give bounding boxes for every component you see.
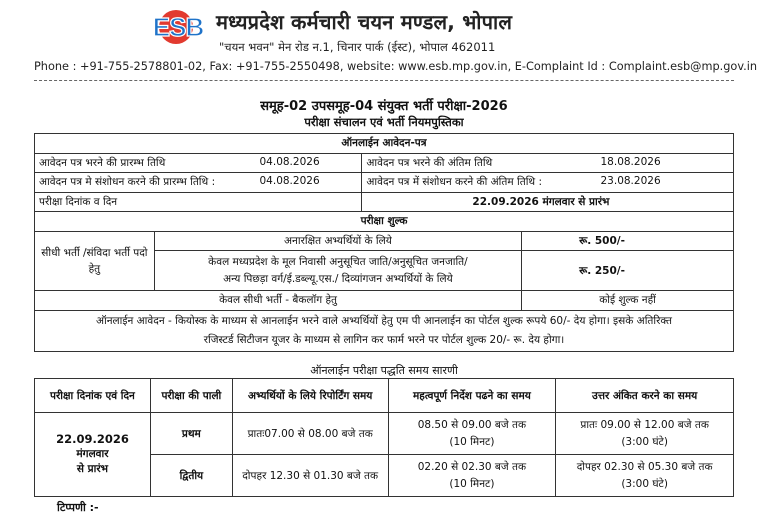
- exam-date-label: परीक्षा दिनांक व दिन: [35, 192, 362, 212]
- edit-start-label: आवेदन पत्र मे संशोधन करने की प्रारम्भ तिथि :: [39, 176, 216, 189]
- fee-category: सीधी भर्ती /संविदा भर्ती पदो हेतु: [35, 231, 155, 291]
- exam-schedule-table: [34, 378, 734, 497]
- fee-heading: परीक्षा शुल्क: [35, 212, 734, 232]
- exam-date-value: 22.09.2026 मंगलवार से प्रारंभ: [362, 192, 734, 212]
- edit-start-date-row: [35, 173, 362, 193]
- schedule-header-shift: परीक्षा की पाली: [150, 379, 232, 413]
- reporting-second: दोपहर 12.30 से 01.30 बजे तक: [232, 455, 388, 497]
- fee-reserved-amount: रू. 250/-: [522, 251, 734, 291]
- schedule-header-date: परीक्षा दिनांक एवं दिन: [35, 379, 151, 413]
- remark-label: टिप्पणी :-: [57, 501, 99, 514]
- edit-end-label: आवेदन पत्र में संशोधन करने की अंतिम तिथि :: [366, 176, 543, 189]
- instructions-second: [388, 455, 556, 497]
- answer-first: [556, 413, 734, 455]
- schedule-header-answer: उत्तर अंकित करने का समय: [556, 379, 734, 413]
- document-title: समूह-02 उपसमूह-04 संयुक्त भर्ती परीक्षा-2026: [260, 99, 508, 114]
- instructions-second-duration: (10 मिनट): [449, 477, 495, 490]
- fee-reserved-line-1: केवल मध्यप्रदेश के मूल निवासी अनुसूचित जाति/अनुसूचित जनजाति/: [208, 255, 468, 268]
- answer-second-time: दोपहर 02.30 से 05.30 बजे तक: [576, 460, 713, 473]
- edit-end-date-row: [362, 173, 734, 193]
- contact-line: Phone : +91-755-2578801-02, Fax: +91-755-2550498, website: www.esb.mp.gov.in, E-Complaint Id : Complaint.esb@mp.gov.in: [34, 60, 758, 73]
- application-fee-table: [34, 133, 734, 352]
- form-start-date-row: [35, 153, 362, 173]
- schedule-day-suffix: से प्रारंभ: [76, 463, 109, 475]
- edit-start-value: 04.08.2026: [259, 175, 320, 188]
- fee-note: [35, 310, 734, 351]
- fee-reserved-line-2: अन्य पिछड़ा वर्ग/ई.डब्ल्यू.एस./ दिव्यांगजन अभ्यर्थियों के लिये: [223, 272, 453, 285]
- instructions-first: [388, 413, 556, 455]
- instructions-first-duration: (10 मिनट): [449, 435, 495, 448]
- fee-unreserved-label: अनारक्षित अभ्यर्थियों के लिये: [154, 231, 521, 251]
- schedule-date-cell: [35, 413, 151, 497]
- document-subtitle: परीक्षा संचालन एवं भर्ती नियमपुस्तिका: [304, 115, 464, 129]
- schedule-date: 22.09.2026: [56, 432, 129, 446]
- form-end-label: आवेदन पत्र भरने की अंतिम तिथि: [366, 156, 493, 169]
- online-form-heading: ऑनलाईन आवेदन-पत्र: [35, 134, 734, 154]
- fee-reserved-label: [154, 251, 521, 291]
- fee-note-line-2: रजिस्टर्ड सिटीजन यूजर के माध्यम से लागिन कर फार्म भरने पर पोर्टल शुल्क 20/- रू. देय होगा।: [203, 333, 565, 346]
- instructions-second-time: 02.20 से 02.30 बजे तक: [417, 460, 527, 473]
- form-start-label: आवेदन पत्र भरने की प्रारम्भ तिथि: [39, 156, 166, 169]
- form-end-date-row: [362, 153, 734, 173]
- divider: [34, 80, 734, 81]
- schedule-header-instructions: महत्वपूर्ण निर्देश पढने का समय: [388, 379, 556, 413]
- svg-text:ESB: ESB: [152, 12, 204, 42]
- answer-second-duration: (3:00 घंटे): [621, 477, 668, 490]
- letterhead: [0, 0, 768, 82]
- organization-title: मध्यप्रदेश कर्मचारी चयन मण्डल, भोपाल: [216, 10, 513, 34]
- shift-second: द्वितीय: [150, 455, 232, 497]
- instructions-first-time: 08.50 से 09.00 बजे तक: [417, 418, 527, 431]
- schedule-header-reporting: अभ्यर्थियों के लिये रिपोर्टिंग समय: [232, 379, 388, 413]
- fee-unreserved-amount: रू. 500/-: [522, 231, 734, 251]
- shift-first: प्रथम: [150, 413, 232, 455]
- answer-first-time: प्रातः 09.00 से 12.00 बजे तक: [580, 418, 709, 431]
- answer-first-duration: (3:00 घंटे): [621, 435, 668, 448]
- reporting-first: प्रातः07.00 से 08.00 बजे तक: [232, 413, 388, 455]
- schedule-day: मंगलवार: [76, 448, 109, 460]
- form-end-value: 18.08.2026: [600, 155, 661, 168]
- fee-backlog-label: केवल सीधी भर्ती - बैकलॉग हेतु: [35, 291, 522, 311]
- esb-logo: [146, 9, 210, 45]
- fee-note-line-1: ऑनलाईन आवेदन - कियोस्क के माध्यम से आनलाईन भरने वाले अभ्यर्थियों हेतु एम पी आनलाईन का पोर्टल शुल्क रूपये 60/- देय होगा। इसके अतिरिक्त: [95, 314, 673, 327]
- organization-address: "चयन भवन" मेन रोड न.1, चिनार पार्क (ईस्ट), भोपाल 462011: [219, 40, 496, 54]
- answer-second: [556, 455, 734, 497]
- edit-end-value: 23.08.2026: [600, 175, 661, 188]
- schedule-title: ऑनलाईन परीक्षा पद्धति समय सारणी: [310, 364, 458, 377]
- fee-backlog-amount: कोई शुल्क नहीं: [522, 291, 734, 311]
- form-start-value: 04.08.2026: [259, 155, 320, 168]
